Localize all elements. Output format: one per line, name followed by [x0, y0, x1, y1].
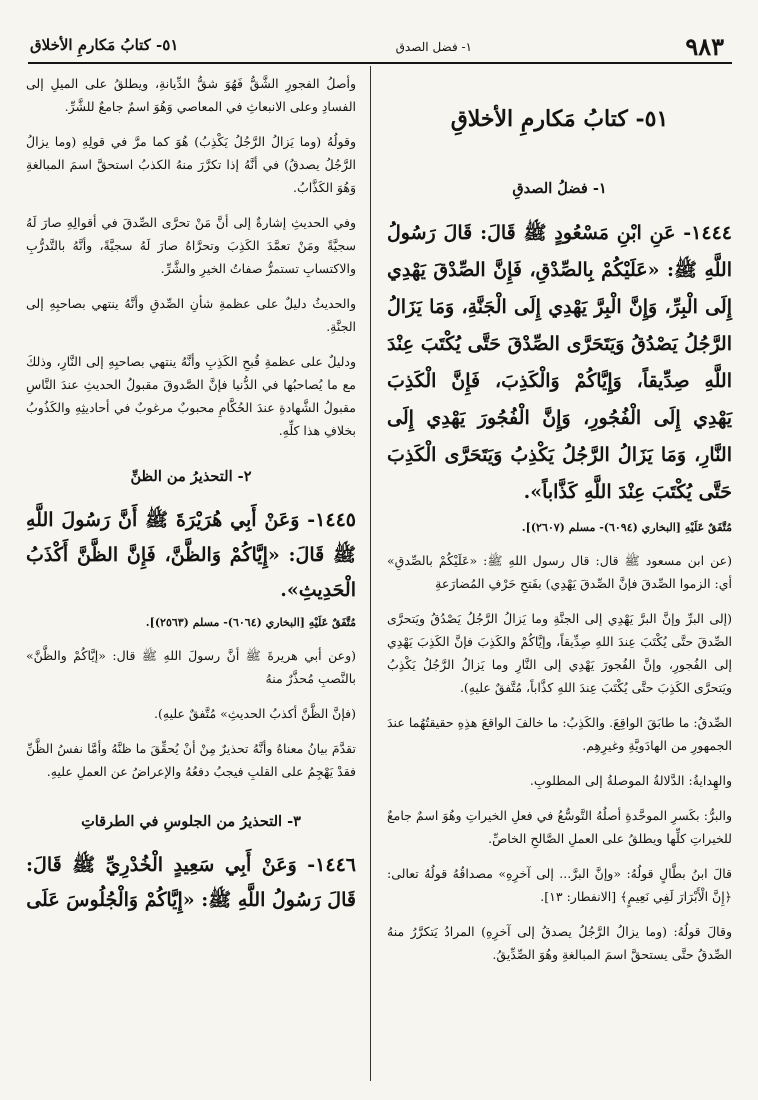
commentary-paragraph: والحديثُ دليلٌ على عظمةِ شأنِ الصِّدقِ وأنَّهُ ينتهي بصاحبِهِ إلى الجنَّةِ. — [26, 296, 356, 334]
section-title-3: ٣- التحذيرُ من الجلوسِ في الطرقاتِ — [81, 813, 301, 830]
chapter-title: ٥١- كتابُ مَكارمِ الأخلاقِ — [450, 106, 669, 132]
commentary-paragraph: والبرُّ: بكَسرِ الموحَّدةِ أصلُهُ التَّوسُّعُ في فعلِ الخيراتِ وهُوَ اسمٌ جامعٌ للخيراتِ كلِّها ويطلقُ على العملِ الصَّالحِ الخاصِّ. — [387, 808, 732, 846]
commentary-paragraph: وقولُهُ (وما يَزالُ الرَّجُلُ يَكْذِبُ) هُوَ كما مرَّ في قولِهِ (وما يزالُ الرَّجُلُ يصدقُ) في أنَّهُ إذا تكرَّرَ منهُ الكذبُ استحقَّ اسمَ المبالغةِ وَهُوَ الكَذَّابُ. — [26, 134, 356, 195]
commentary-paragraph: (فإنَّ الظَّنَّ أكذبُ الحديثِ» مُتَّفقٌ عليهِ). — [154, 706, 356, 721]
commentary-paragraph: وفي الحديثِ إشارةٌ إلى أنَّ مَنْ تحرَّى الصِّدقَ في أقوالِهِ صارَ لَهُ سجيَّةً ومَنْ تعمَّدَ الكَذِبَ وتحرَّاهُ صارَ لَهُ سجيَّةً، وأنَّهُ بالتَّدرُّبِ والاكتسابِ تستمرُّ صفاتُ الخيرِ والشَّرِّ. — [26, 215, 356, 276]
hadith-1444-source: مُتَّفَقٌ عَلَيْهِ [البخاري (٦٠٩٤)- مسلم (٢٦٠٧)]. — [521, 521, 732, 534]
commentary-paragraph: (إلى البرِّ وإنَّ البرَّ يَهْدِي إلى الجنَّةِ وما يَزالُ الرَّجُلُ يَصْدُقُ ويَتحرَّى الصِّدقَ حتَّى يُكْتَبَ عِندَ اللهِ صِدِّيقاً، وإيَّاكُمْ والكَذِبَ فإنَّ الكَذِبَ يَهْدِي إلى الفُجورِ، وإنَّ الفُجورَ يَهْدِي إلى النَّارِ وما يَزالُ الرَّجُلُ يَكْذِبُ ويَتحرَّى الكَذِبَ حتَّى يُكْتَبَ عِندَ اللهِ كذَّاباً، مُتَّفقٌ عليهِ). — [387, 611, 732, 695]
commentary-paragraph: وقالَ قولُهُ: (وما يزالُ الرَّجُلُ يصدقُ إلى آخرِهِ) المرادُ يَتكرَّرُ منهُ الصِّدقُ حتَّى يستحقَّ اسمَ المبالغةِ وهُوَ الصِّدِّيقُ. — [387, 924, 732, 962]
commentary-paragraph: تقدَّمَ بيانُ معناهُ وأنَّهُ تحذيرٌ مِنْ أنْ يُحقِّقَ ما ظنَّهُ وأمَّا نفسُ الظَّنِّ فقدْ يَهْجِمُ على القلبِ فيجبُ دفعُهُ والإعراضُ عن العملِ عليهِ. — [26, 741, 356, 779]
section-title-1: ١- فضلُ الصدقِ — [512, 180, 607, 197]
hadith-1446: ١٤٤٦- وَعَنْ أَبِي سَعِيدٍ الْخُدْرِيِّ ﷺ قَالَ: قَالَ رَسُولُ اللَّهِ ﷺ: «إِيَّاكُمْ وَالْجُلُوسَ عَلَى — [26, 854, 356, 911]
commentary-paragraph: (عن ابن مسعود ﷺ قال: قال رسول اللهِ ﷺ: «عَلَيْكُمْ بالصِّدقِ» أي: الزموا الصِّدقَ فإنَّ الصِّدقَ يَهْدِي) بفَتحِ حَرْفِ المُضارَعةِ — [387, 553, 732, 591]
commentary-paragraph: وأصلُ الفجورِ الشَّقُّ فَهُوَ شقُّ الدِّيانةِ، ويطلقُ على الميلِ إلى الفسادِ وعلى الانبعاثِ في المعاصي وَهُوَ اسمٌ جامعٌ للشَّرِّ. — [26, 76, 356, 114]
header-rule — [28, 62, 732, 64]
commentary-paragraph: ودليلٌ على عظمةِ قُبحِ الكَذِبِ وأنَّهُ ينتهي بصاحبِهِ إلى النَّارِ، وذلكَ مع ما يُصاحبُها في الدُّنيا فإنَّ الصَّدوقَ مقبولُ الحديثِ عندَ النَّاسِ مقبولُ الشَّهادةِ عندَ الحُكَّامِ محبوبٌ مرغوبٌ في أحاديثِهِ والكَذُوبُ بخلافِ هذا كلِّهِ. — [26, 354, 356, 438]
commentary-paragraph: والهِدايةُ: الدَّلالةُ الموصلةُ إلى المطلوبِ. — [529, 773, 732, 788]
commentary-paragraph: قالَ ابنُ بطَّالٍ قولُهُ: «وإنَّ البرَّ... إلى آخرِهِ» مصداقُهُ قولُهُ تعالى: ﴿إِنَّ الْأَبْرَارَ لَفِي نَعِيمٍ﴾ [الانفطار: ١٣]. — [387, 866, 732, 904]
hadith-1445: ١٤٤٥- وَعَنْ أَبِي هُرَيْرَةَ ﷺ أَنَّ رَسُولَ اللَّهِ ﷺ قَالَ: «إِيَّاكُمْ وَالظَّنَّ، فَإِنَّ الظَّنَّ أَكْذَبُ الْحَدِيثِ». — [26, 509, 356, 601]
commentary-paragraph: (وعن أبي هريرةَ ﷺ أنَّ رسولَ اللهِ ﷺ قال: «إيَّاكُمْ والظَّنَّ» بالنَّصبِ مُحذَّرٌ منهُ — [26, 648, 356, 686]
hadith-1445-source: مُتَّفَقٌ عَلَيْهِ [البخاري (٦٠٦٤)- مسلم (٢٥٦٣)]. — [145, 616, 356, 629]
header-section-title: ١- فضل الصدق — [395, 40, 472, 54]
running-header — [28, 32, 732, 62]
right-column — [387, 72, 732, 978]
left-column — [26, 72, 356, 924]
commentary-paragraph: الصِّدقُ: ما طابَقَ الواقِعَ. والكَذِبُ: ما خالفَ الواقعَ هذِهِ حقيقتُهُما عندَ الجمهورِ من الهادَويَّةِ وغيرِهِم. — [387, 715, 732, 753]
hadith-1444: ١٤٤٤- عَنِ ابْنِ مَسْعُودٍ ﷺ قَالَ: قَالَ رَسُولُ اللَّهِ ﷺ: «عَلَيْكُمْ بِالصِّدْقِ، فَإِنَّ الصِّدْقَ يَهْدِي إِلَى الْبِرِّ، وَإِنَّ الْبِرَّ يَهْدِي إِلَى الْجَنَّةِ، وَمَا يَزَالُ الرَّجُلُ يَصْدُقُ وَيَتَحَرَّى الصِّدْقَ حَتَّى يُكْتَبَ عِنْدَ اللَّهِ صِدِّيقاً، وَإِيَّاكُمْ وَالْكَذِبَ، فَإِنَّ الْكَذِبَ يَهْدِي إِلَى الْفُجُورِ، وَإِنَّ الْفُجُورَ يَهْدِي إِلَى النَّارِ، وَمَا يَزَالُ الرَّجُلُ يَكْذِبُ وَيَتَحَرَّى الْكَذِبَ حَتَّى يُكْتَبَ عِنْدَ اللَّهِ كَذَّاباً». — [387, 222, 732, 503]
column-divider — [370, 66, 371, 1081]
header-book-title: ٥١- كتابُ مَكارمِ الأخلاق — [30, 36, 179, 54]
page-number: ٩٨٣ — [685, 32, 724, 61]
section-title-2: ٢- التحذيرُ من الظنِّ — [130, 468, 252, 485]
